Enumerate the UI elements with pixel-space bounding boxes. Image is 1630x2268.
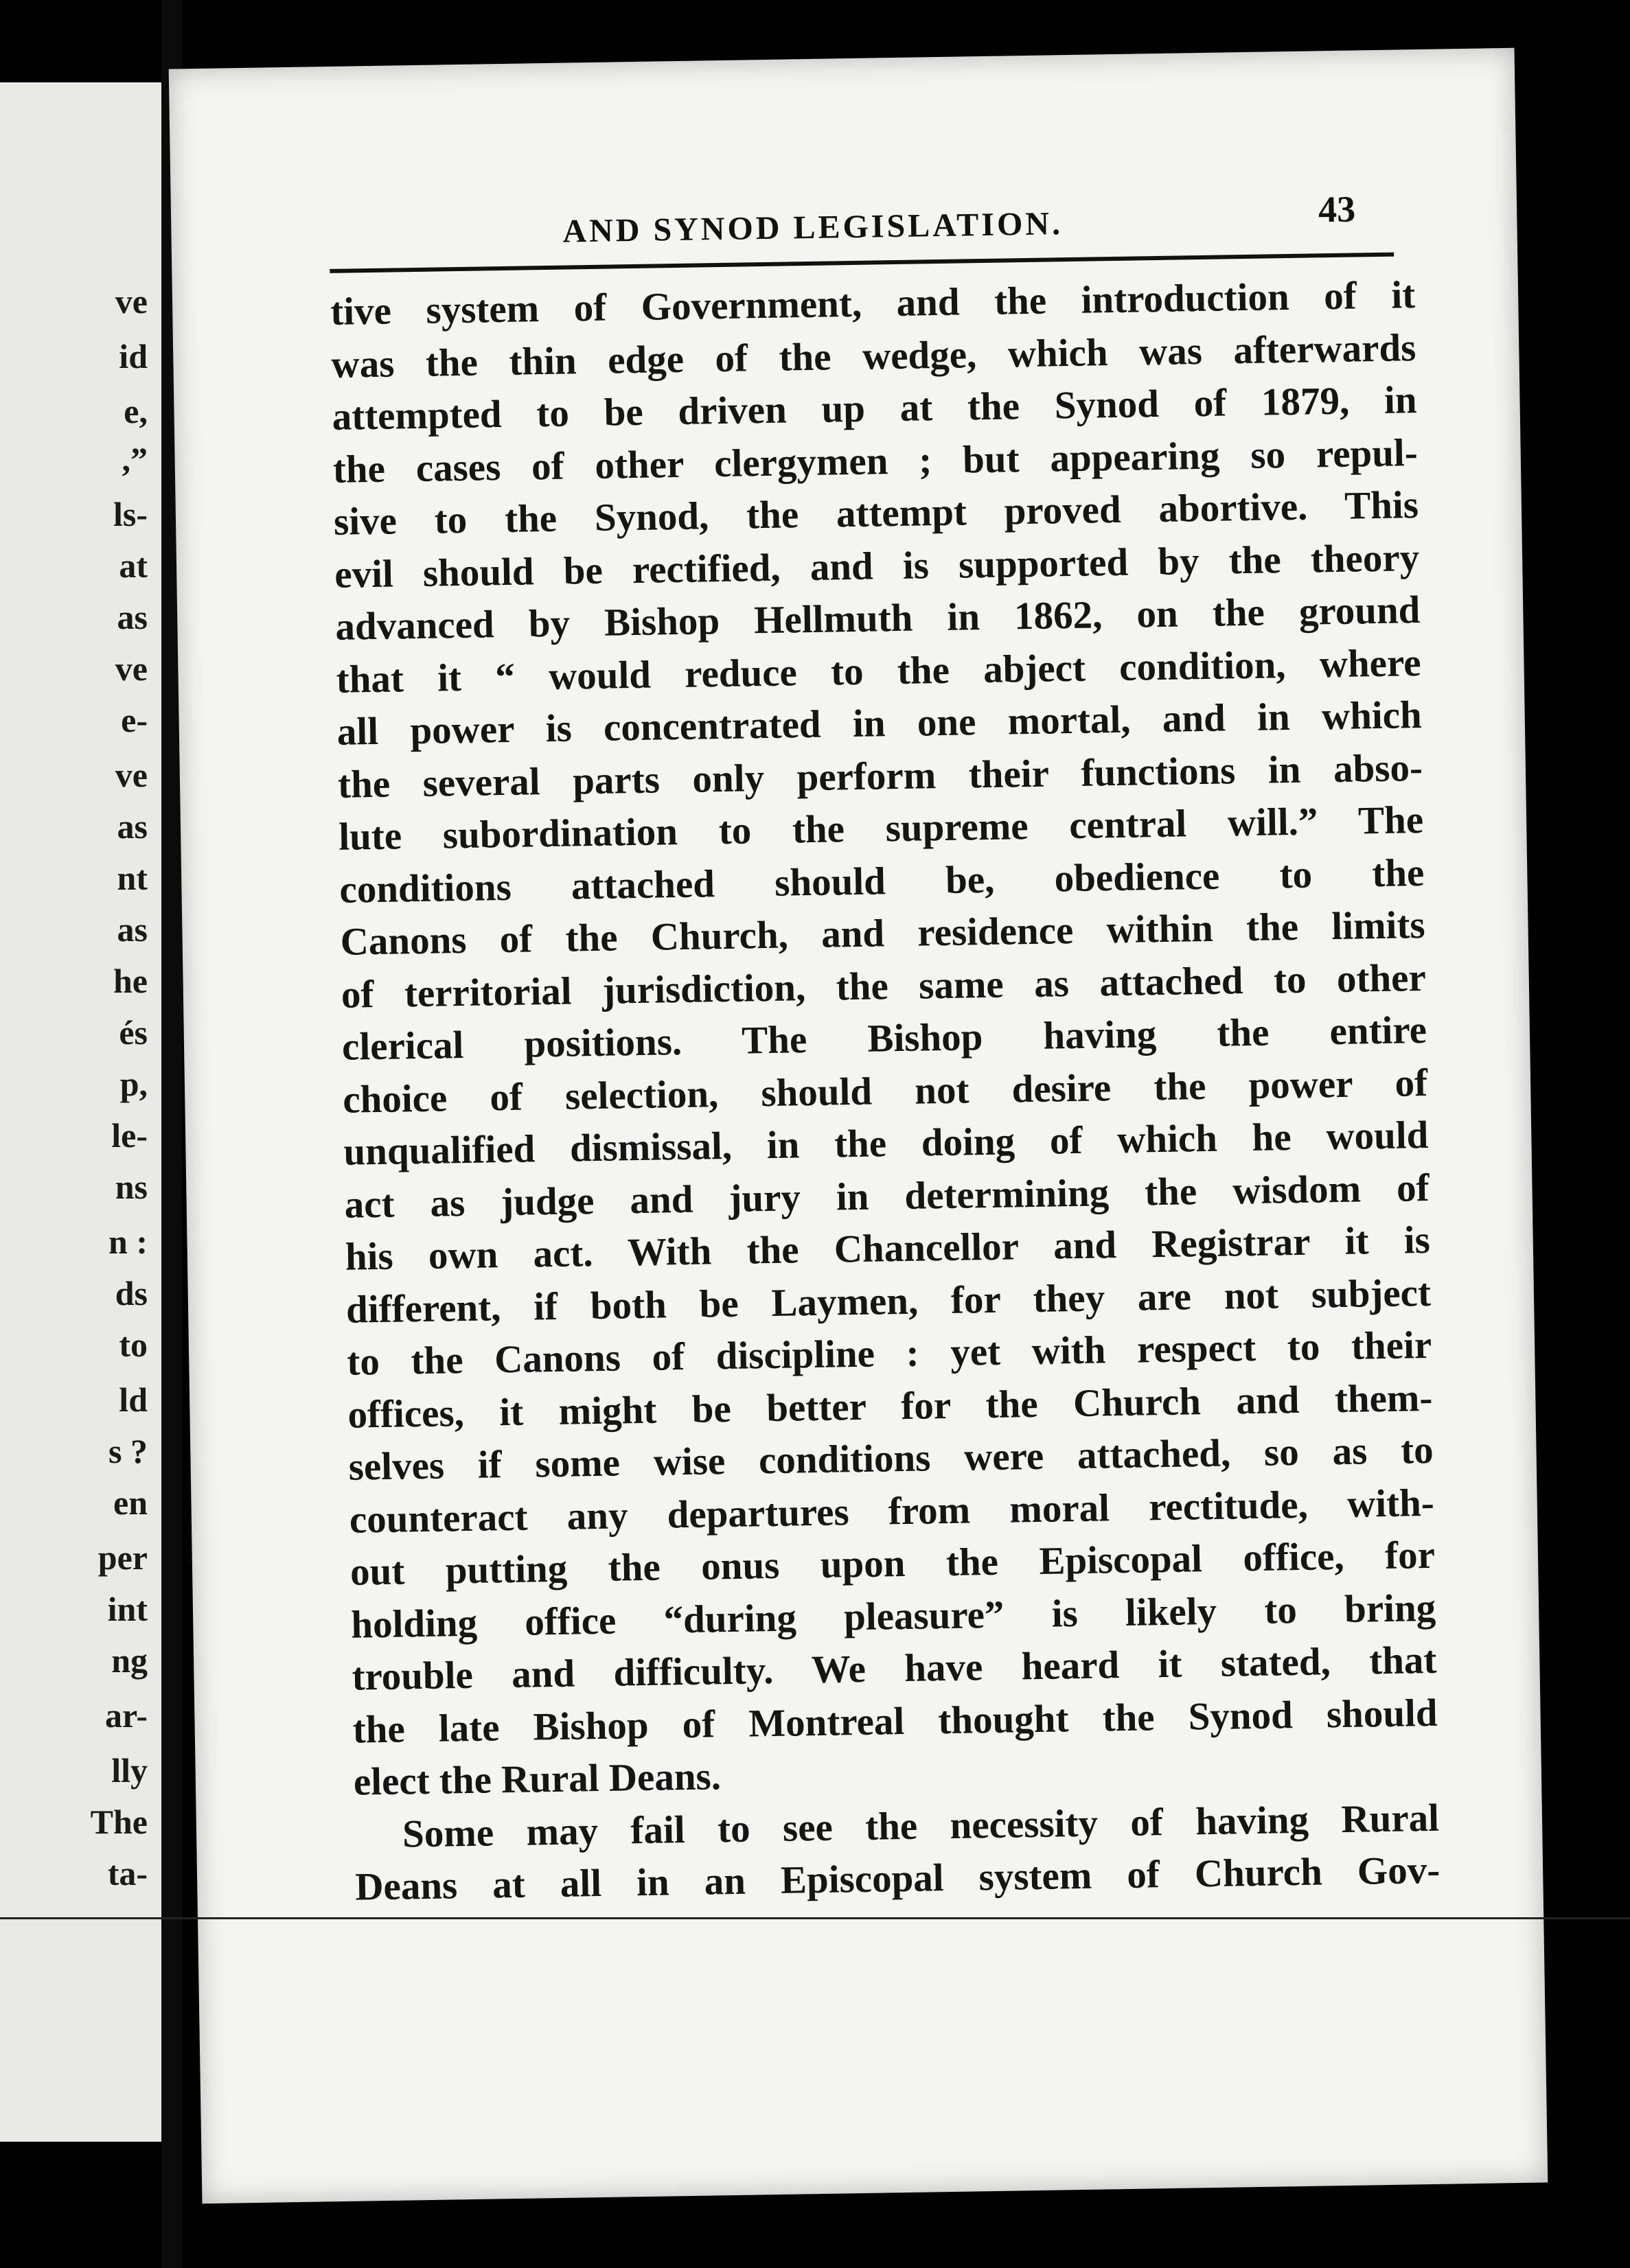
text-line: all power is concentrated in one mortal, and in which: [336, 693, 1423, 754]
left-page-fragment: [0, 82, 161, 2142]
left-text-fragment: nt: [117, 859, 148, 897]
left-text-fragment: at: [119, 546, 148, 585]
left-text-fragment: ld: [119, 1380, 148, 1419]
left-text-fragment: as: [117, 598, 148, 636]
left-text-fragment: as: [117, 910, 148, 949]
text-line: Canons of the Church, and residence within the limits: [340, 903, 1426, 964]
text-line: that it “ would reduce to the abject condition, where: [336, 640, 1421, 702]
left-text-fragment: id: [119, 337, 148, 375]
left-text-fragment: he: [113, 962, 148, 1000]
body-text: [330, 269, 1440, 1914]
text-line: sive to the Synod, the attempt proved abortive. This: [333, 483, 1419, 544]
left-text-fragment: e,: [124, 392, 148, 430]
left-text-fragment: per: [97, 1538, 148, 1577]
text-line: clerical positions. The Bishop having the entire: [341, 1008, 1427, 1069]
text-line: advanced by Bishop Hellmuth in 1862, on the ground: [334, 588, 1421, 649]
text-line: unqualified dismissal, in the doing of which he would: [343, 1113, 1429, 1174]
left-text-fragment: to: [119, 1326, 148, 1364]
left-text-fragment: e-: [121, 701, 148, 739]
text-line: attempted to be driven up at the Synod of 1879, in: [332, 378, 1417, 439]
left-text-fragment: ng: [111, 1641, 148, 1680]
left-text-fragment: The: [90, 1803, 148, 1841]
left-text-fragment: s ?: [108, 1432, 148, 1470]
text-line: different, if both be Laymen, for they are not subject: [345, 1271, 1432, 1332]
left-text-fragment: en: [113, 1483, 148, 1522]
text-line: the cases of other clergymen ; but appearing so repul-: [332, 430, 1419, 491]
left-text-fragment: ta-: [107, 1854, 148, 1893]
left-text-fragment: ve: [115, 282, 148, 321]
text-line: trouble and difficulty. We have heard it stated, that: [352, 1638, 1437, 1699]
text-line: the late Bishop of Montreal thought the Synod should: [352, 1691, 1438, 1752]
text-line: act as judge and jury in determining the wisdom of: [344, 1166, 1430, 1227]
left-text-fragment: ve: [115, 756, 148, 794]
text-line: choice of selection, should not desire the power of: [342, 1061, 1428, 1122]
text-line: evil should be rectified, and is supported by the theory: [334, 535, 1420, 597]
left-text-fragment: lly: [111, 1751, 148, 1790]
text-line: lute subordination to the supreme central will.” The: [338, 798, 1424, 859]
running-head-title: AND SYNOD LEGISLATION.: [562, 205, 1064, 250]
left-text-fragment: ar-: [105, 1696, 148, 1735]
left-text-fragment: ve: [115, 649, 148, 688]
left-text-fragment: int: [107, 1590, 148, 1628]
text-line: holding office “during pleasure” is likely to bring: [350, 1586, 1436, 1647]
page-number: 43: [1318, 188, 1356, 231]
text-line: tive system of Government, and the introduction of it: [330, 273, 1416, 334]
text-line: to the Canons of discipline : yet with respect to their: [346, 1323, 1432, 1384]
text-line: Deans at all in an Episcopal system of Church Gov-: [354, 1848, 1440, 1909]
paragraph-first-line: Some may fail to see the necessity of having Rural: [402, 1796, 1440, 1856]
left-text-fragment: ls-: [113, 495, 148, 533]
left-text-fragment: ds: [115, 1274, 148, 1312]
text-line: out putting the onus upon the Episcopal office, for: [349, 1533, 1436, 1594]
left-text-fragment: ,”: [122, 440, 148, 478]
left-text-fragment: n :: [108, 1223, 148, 1261]
left-text-fragment: és: [119, 1013, 148, 1052]
text-line: his own act. With the Chancellor and Registrar it is: [345, 1218, 1431, 1279]
scan-artifact-line: [0, 1917, 1630, 1919]
text-line: counteract any departures from moral rectitude, with-: [349, 1481, 1435, 1542]
left-text-fragment: p,: [119, 1065, 148, 1103]
text-line: of territorial jurisdiction, the same as attached to other: [341, 956, 1427, 1017]
text-line: the several parts only perform their functions in abso-: [337, 745, 1423, 807]
text-line: selves if some wise conditions were attached, so as to: [348, 1428, 1434, 1489]
text-line: was the thin edge of the wedge, which was afterwards: [330, 325, 1416, 386]
left-text-fragment: ns: [115, 1168, 148, 1206]
text-line: conditions attached should be, obedience to the: [339, 850, 1425, 912]
book-page: [169, 48, 1548, 2203]
header-rule: [330, 253, 1394, 273]
text-line: elect the Rural Deans.: [353, 1755, 722, 1804]
left-text-fragment: as: [117, 807, 148, 846]
left-text-fragment: le-: [111, 1116, 148, 1155]
running-head: [171, 185, 1517, 282]
text-line: offices, it might be better for the Church and them-: [347, 1376, 1433, 1437]
